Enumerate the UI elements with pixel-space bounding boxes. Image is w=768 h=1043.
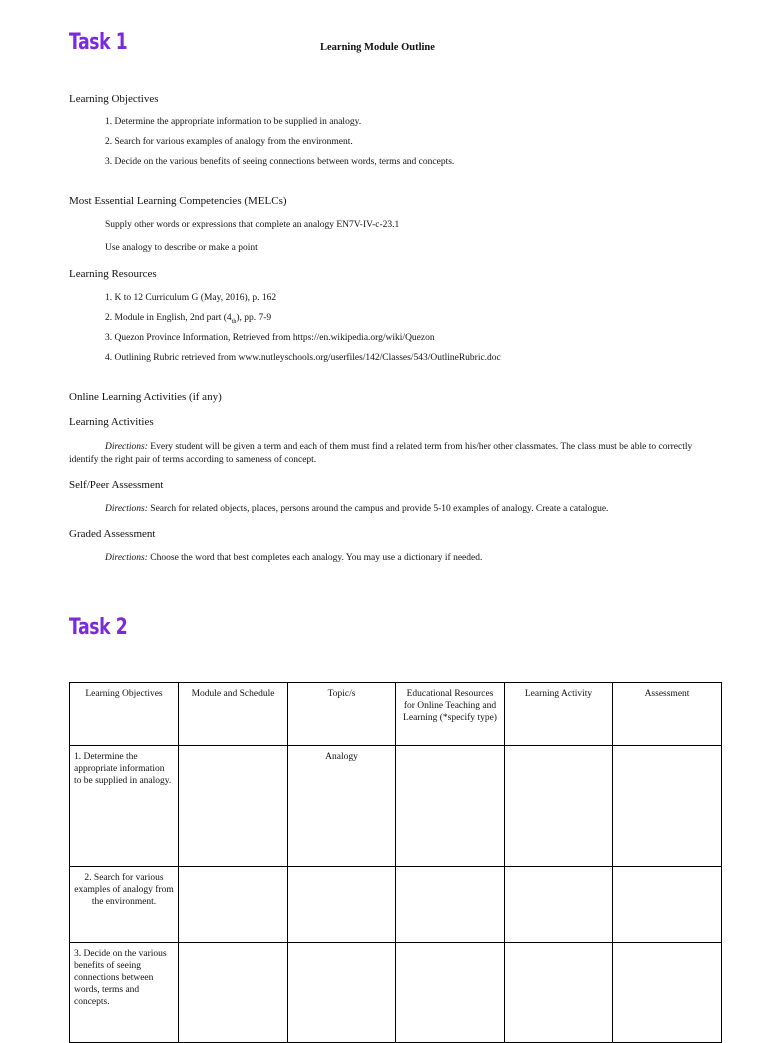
table-row	[70, 746, 722, 867]
task-2-label: Task 2	[69, 615, 128, 640]
directions-label: Directions:	[105, 442, 148, 452]
header-assessment: Assessment	[613, 683, 722, 746]
header-module-schedule: Module and Schedule	[179, 683, 288, 746]
table-header-row	[70, 683, 722, 746]
objective-item: 3. Decide on the various benefits of seeing connections between words, terms and concepts.	[105, 157, 455, 167]
directions-label: Directions:	[105, 553, 148, 563]
graded-assessment-heading: Graded Assessment	[69, 528, 156, 540]
document-title: Learning Module Outline	[320, 42, 435, 53]
directions-label: Directions:	[105, 504, 148, 514]
resources-cell	[396, 746, 505, 867]
task-1-label: Task 1	[69, 30, 128, 55]
melcs-heading: Most Essential Learning Competencies (MELCs)	[69, 195, 287, 207]
assessment-cell	[613, 867, 722, 943]
module-plan-table	[69, 682, 722, 1043]
learning-resources-heading: Learning Resources	[69, 268, 157, 280]
topic-cell	[288, 867, 396, 943]
objective-item: 2. Search for various examples of analogy from the environment.	[105, 137, 353, 147]
resources-cell	[396, 867, 505, 943]
assessment-cell	[613, 943, 722, 1043]
header-educational-resources: Educational Resources for Online Teaching and Learning (*specify type)	[396, 683, 505, 746]
assessment-cell	[613, 746, 722, 867]
learning-activities-heading: Learning Activities	[69, 416, 154, 428]
online-activities-heading: Online Learning Activities (if any)	[69, 391, 222, 403]
header-learning-activity: Learning Activity	[505, 683, 613, 746]
directions-text: Choose the word that best completes each analogy. You may use a dictionary if needed.	[150, 553, 483, 563]
melc-item: Supply other words or expressions that complete an analogy EN7V-IV-c-23.1	[105, 220, 400, 230]
resource-item	[105, 313, 271, 325]
module-schedule-cell	[179, 867, 288, 943]
objective-cell: 2. Search for various examples of analogy from the environment.	[70, 867, 179, 943]
activity-cell	[505, 746, 613, 867]
self-peer-assessment-heading: Self/Peer Assessment	[69, 479, 164, 491]
resource-item-text: 2. Module in English, 2nd part (4	[105, 313, 232, 323]
resource-item: 4. Outlining Rubric retrieved from www.nutleyschools.org/userfiles/142/Classes/543/OutlineRubric.doc	[105, 353, 501, 363]
resources-cell	[396, 943, 505, 1043]
topic-cell	[288, 943, 396, 1043]
resource-item-text: ), pp. 7-9	[236, 313, 272, 323]
header-topics: Topic/s	[288, 683, 396, 746]
module-schedule-cell	[179, 746, 288, 867]
module-schedule-cell	[179, 943, 288, 1043]
graded-directions	[105, 553, 482, 563]
table-row	[70, 867, 722, 943]
objective-cell: 1. Determine the appropriate information to be supplied in analogy.	[70, 746, 179, 867]
resource-item: 1. K to 12 Curriculum G (May, 2016), p. 162	[105, 293, 277, 303]
resource-item: 3. Quezon Province Information, Retrieved from https://en.wikipedia.org/wiki/Quezon	[105, 333, 435, 343]
melc-item: Use analogy to describe or make a point	[105, 243, 258, 253]
self-peer-directions	[105, 504, 608, 514]
objective-cell: 3. Decide on the various benefits of seeing connections between words, terms and concepts.	[70, 943, 179, 1043]
learning-activities-directions	[69, 441, 699, 467]
table-row	[70, 943, 722, 1043]
header-learning-objectives: Learning Objectives	[70, 683, 179, 746]
objective-item: 1. Determine the appropriate information to be supplied in analogy.	[105, 117, 362, 127]
learning-objectives-heading: Learning Objectives	[69, 93, 159, 105]
activity-cell	[505, 867, 613, 943]
resource-item-superscript: th	[231, 318, 237, 325]
activity-cell	[505, 943, 613, 1043]
directions-text: Every student will be given a term and each of them must find a related term from his/her other classmates. The class must be able to correctly identify the right pair of terms according to sameness of concept.	[69, 442, 693, 465]
topic-cell: Analogy	[288, 746, 396, 867]
directions-text: Search for related objects, places, persons around the campus and provide 5-10 examples of analogy. Create a catalogue.	[150, 504, 609, 514]
